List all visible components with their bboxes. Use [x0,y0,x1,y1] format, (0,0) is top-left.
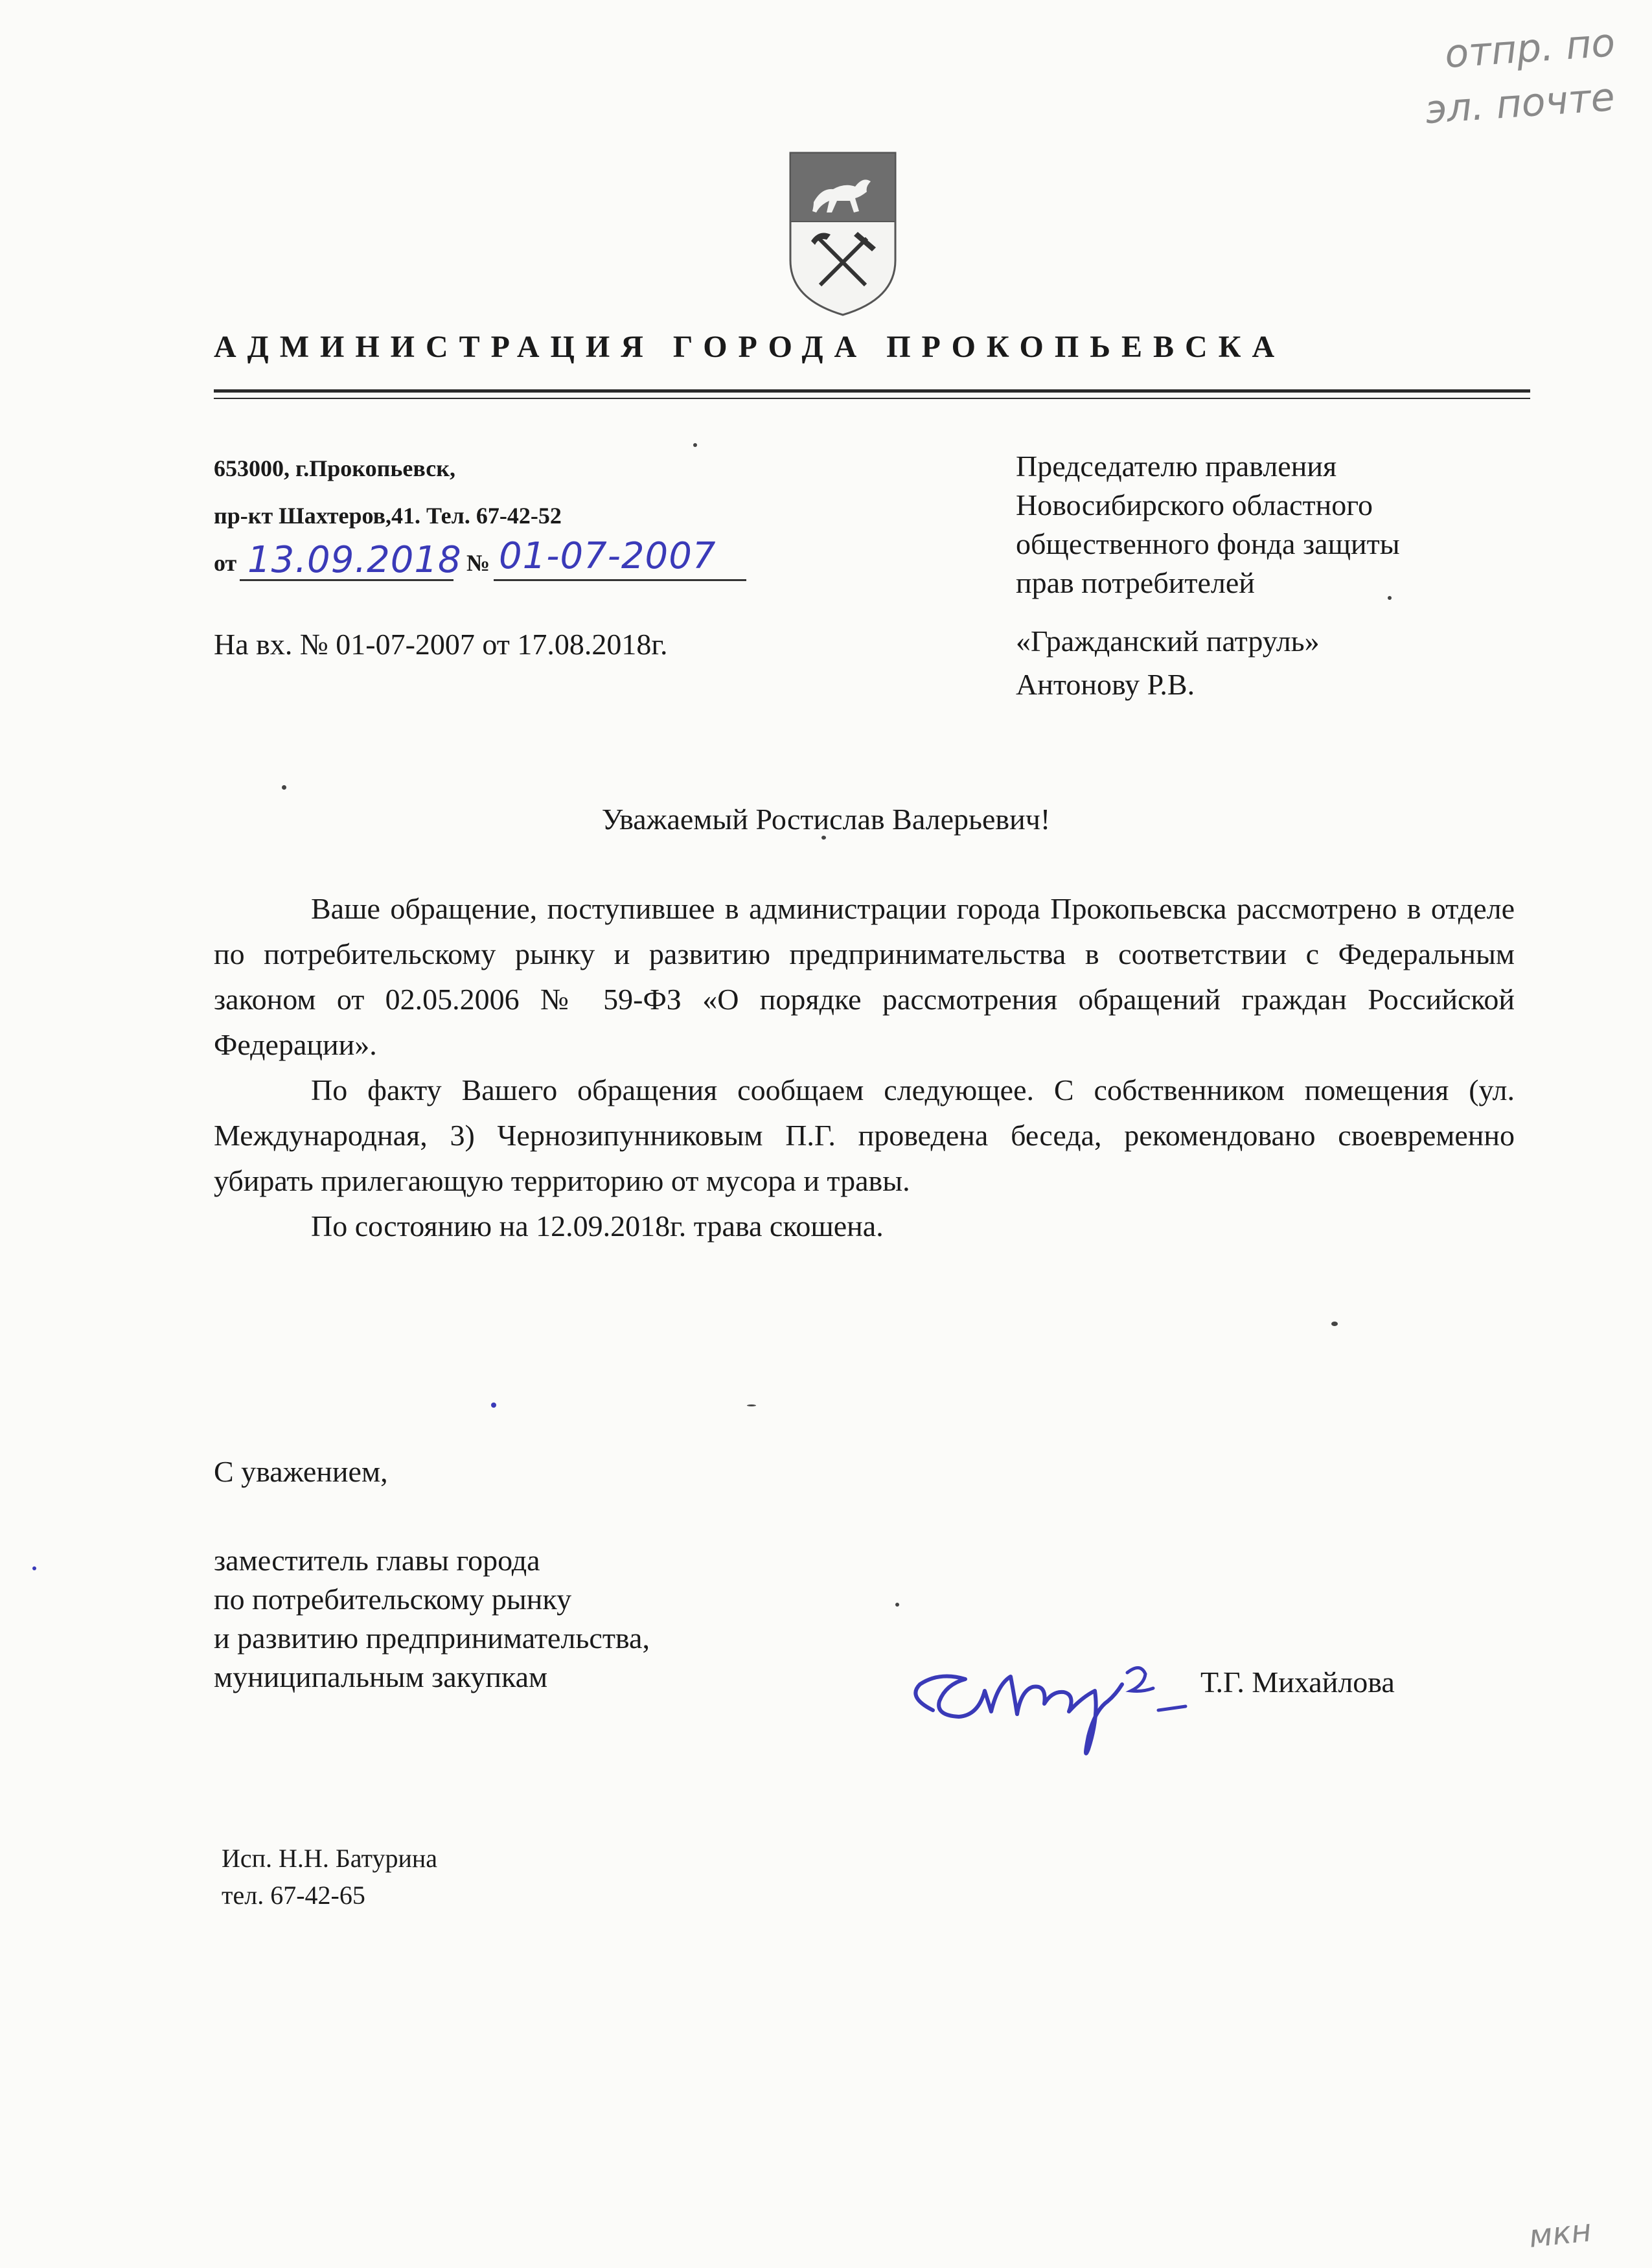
incoming-reference: На вх. № 01-07-2007 от 17.08.2018г. [214,628,668,661]
sender-address-line2: пр-кт Шахтеров,41. Тел. 67-42-52 [214,503,562,529]
scan-speck [1331,1322,1338,1326]
coat-of-arms-icon [788,150,898,317]
reference-from-label: от [214,550,237,576]
sender-address-line1: 653000, г.Прокопьевск, [214,455,455,481]
scan-speck [821,836,826,840]
header-divider-thin [214,398,1530,399]
recipient-line: «Гражданский патруль» [1016,624,1320,658]
handwritten-corner-mark: мкн [1527,2212,1594,2255]
header-divider-thick [214,389,1530,393]
signer-name: Т.Г. Михайлова [1200,1666,1395,1699]
reference-number-label: № [466,550,490,576]
scan-speck [747,1404,756,1406]
body-paragraph: По состоянию на 12.09.2018г. трава скошена. [311,1209,884,1243]
scan-speck [895,1603,899,1607]
reference-number-handwritten: 01-07-2007 [499,535,717,577]
recipient-line: Антонову Р.В. [1016,668,1195,701]
closing-phrase: С уважением, [214,1455,388,1488]
executor-name: Исп. Н.Н. Батурина [222,1844,438,1873]
body-paragraph: По факту Вашего обращения сообщаем следующее. С собственником помещения (ул. Международная, 3) Чернозипунниковым П.Г. проведена беседа, рекомендовано своевременно убирать прилегающую территорию от мусора и травы. [214,1073,1515,1197]
reference-number-underline [494,579,746,581]
letter-body [214,886,1515,1249]
signatory-title-line: муниципальным закупкам [214,1660,548,1693]
scan-speck [282,785,286,790]
reference-date-handwritten: 13.09.2018 [247,539,462,581]
executor-phone: тел. 67-42-65 [222,1881,365,1910]
handwritten-note-sent-line2: эл. почте [1423,74,1616,133]
scan-speck [491,1403,496,1408]
recipient-line: прав потребителей [1016,566,1255,599]
organization-title: АДМИНИСТРАЦИЯ ГОРОДА ПРОКОПЬЕВСКА [214,330,1286,364]
scan-speck [32,1566,36,1570]
greeting: Уважаемый Ростислав Валерьевич! [601,803,1051,836]
recipient-line: Новосибирского областного [1016,488,1373,521]
recipient-line: общественного фонда защиты [1016,527,1400,560]
signature-icon [894,1639,1218,1769]
scan-speck [693,443,697,447]
handwritten-note-sent-line1: отпр. по [1443,19,1617,78]
signatory-title-line: и развитию предпринимательства, [214,1621,650,1655]
scan-speck [1388,596,1392,600]
recipient-line: Председателю правления [1016,450,1337,483]
signatory-title-line: заместитель главы города [214,1544,540,1577]
body-paragraph: Ваше обращение, поступившее в администрации города Прокопьевска рассмотрено в отделе по потребительскому рынку и развитию предпринимательства в соответствии с Федеральным законом от 02.05.2006 № 59-ФЗ «О порядке рассмотрения обращений граждан Российской Федерации». [214,892,1515,1061]
signatory-title-line: по потребительскому рынку [214,1583,572,1616]
outgoing-reference [214,535,745,581]
